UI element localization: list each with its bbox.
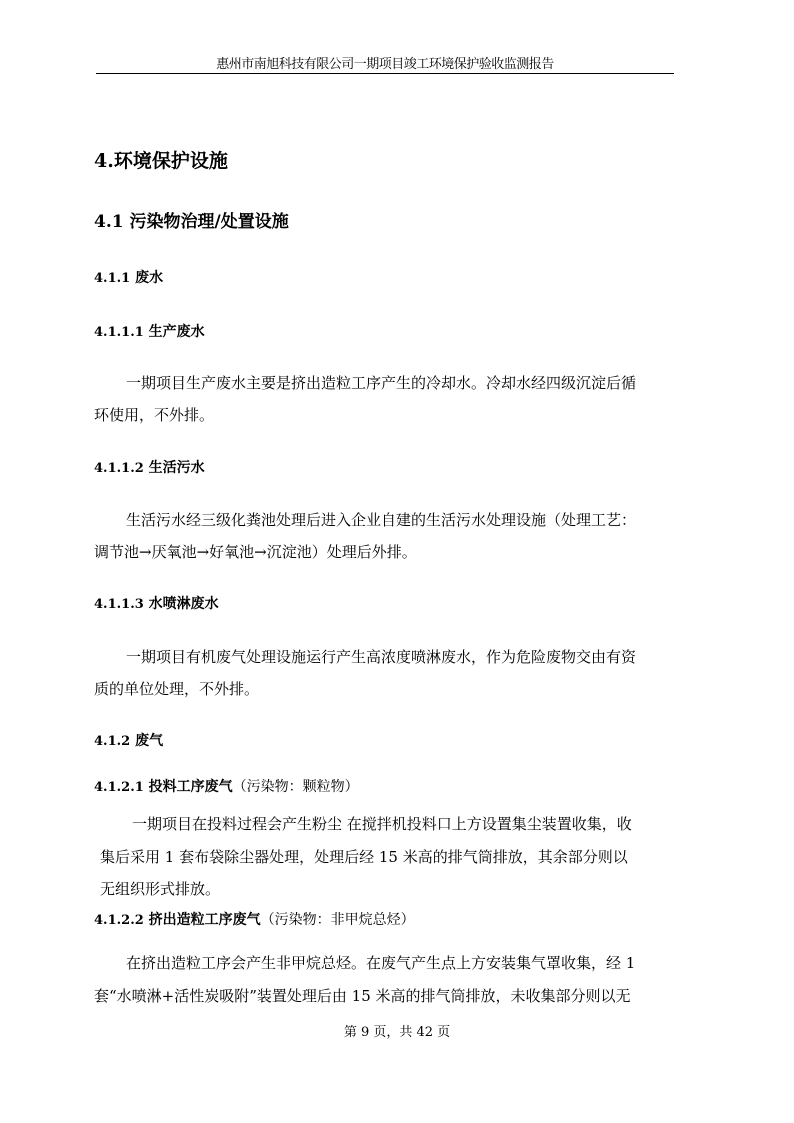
section-title: 生产废水 xyxy=(148,324,205,340)
section-4-1-1-2-heading xyxy=(94,457,205,480)
section-4-1-1-3-heading xyxy=(94,593,219,616)
page-number: 第 9 页，共 42 页 xyxy=(343,1025,451,1040)
section-4-heading: 4.环境保护设施 xyxy=(94,150,228,172)
paragraph-line: 集后采用 1 套布袋除尘器处理，处理后经 15 米高的排气筒排放，其余部分则以 xyxy=(100,848,628,866)
section-number: 4.1.1 xyxy=(94,271,131,286)
section-number: 4.1.1.2 xyxy=(94,461,144,476)
paragraph-line: 生活污水经三级化粪池处理后进入企业自建的生活污水处理设施（处理工艺： xyxy=(126,511,637,529)
paragraph-line: 质的单位处理，不外排。 xyxy=(94,680,260,698)
section-title: 生活污水 xyxy=(148,460,205,476)
section-title: 废气 xyxy=(135,733,164,749)
section-title: 废水 xyxy=(135,270,164,286)
paragraph-line: 一期项目生产废水主要是挤出造粒工序产生的冷却水。冷却水经四级沉淀后循 xyxy=(126,374,637,392)
section-number: 4.1.2 xyxy=(94,734,131,749)
section-note: （污染物：颗粒物） xyxy=(232,779,359,795)
paragraph-line: 在挤出造粒工序会产生非甲烷总烃。在废气产生点上方安装集气罩收集，经 1 xyxy=(126,954,636,972)
section-4-1-2-2-heading xyxy=(94,909,415,932)
paragraph-line: 调节池→厌氧池→好氧池→沉淀池）处理后外排。 xyxy=(94,543,417,561)
section-4-1-2-1-heading xyxy=(94,776,359,799)
section-4-1-2-heading xyxy=(94,730,163,753)
section-4-1-1-heading xyxy=(94,267,163,290)
section-number: 4.1.1.3 xyxy=(94,597,144,612)
section-number: 4.1.1.1 xyxy=(94,325,144,340)
section-note: （污染物：非甲烷总烃） xyxy=(260,912,415,928)
section-4-1-1-1-heading xyxy=(94,321,205,344)
paragraph-line: 无组织形式排放。 xyxy=(100,880,221,898)
report-header: 惠州市南旭科技有限公司一期项目竣工环境保护验收监测报告 xyxy=(216,57,554,72)
section-title: 挤出造粒工序废气 xyxy=(148,912,261,928)
section-number: 4.1.2.1 xyxy=(94,780,144,795)
paragraph-line: 一期项目有机废气处理设施运行产生高浓度喷淋废水，作为危险废物交由有资 xyxy=(126,648,637,666)
section-title: 水喷淋废水 xyxy=(148,596,219,612)
paragraph-line: 一期项目在投料过程会产生粉尘 在搅拌机投料口上方设置集尘装置收集，收 xyxy=(132,815,632,833)
paragraph-line: 环使用，不外排。 xyxy=(94,406,215,424)
section-number: 4.1.2.2 xyxy=(94,913,144,928)
section-4-1-heading: 4.1 污染物治理/处置设施 xyxy=(94,212,289,232)
section-title: 投料工序废气 xyxy=(148,779,233,795)
paragraph-line: 套“水喷淋+活性炭吸附”装置处理后由 15 米高的排气筒排放，未收集部分则以无 xyxy=(94,987,631,1005)
header-rule xyxy=(96,73,674,74)
